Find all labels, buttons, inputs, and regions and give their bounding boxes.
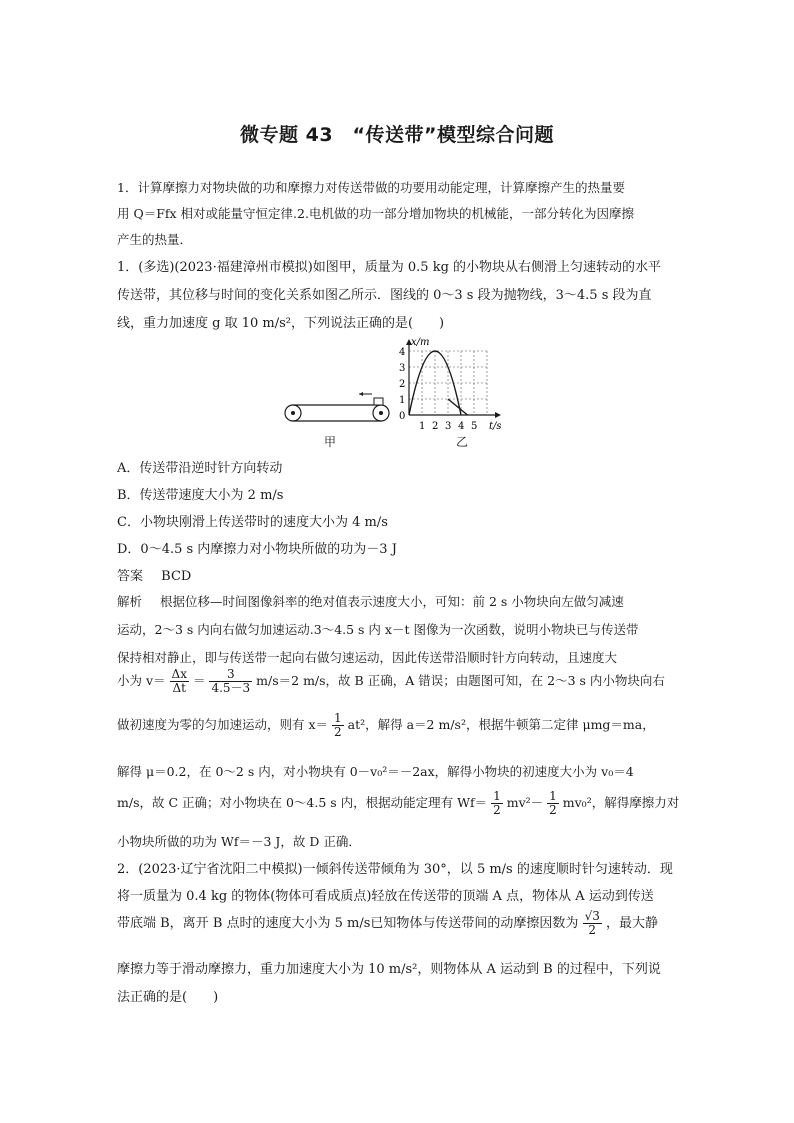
- answer-label: 答案: [117, 569, 144, 584]
- fraction-dx-dt: [170, 668, 189, 695]
- q1-option-a: A．传送带沿逆时针方向转动: [117, 461, 283, 476]
- q2-3b: ，最大静: [605, 916, 658, 931]
- q2-line-3: [117, 910, 658, 937]
- xt-graph: [399, 337, 502, 432]
- analysis-line-8: 小物块所做的功为 Wf＝－3 J，故 D 正确．: [117, 834, 361, 849]
- figure-svg: [275, 333, 535, 453]
- fraction-one-half: [332, 712, 344, 739]
- q1-option-c: C．小物块刚滑上传送带时的速度大小为 4 m/s: [117, 515, 388, 530]
- fraction-numerator: 1: [549, 789, 557, 803]
- q1-figure: [275, 333, 535, 453]
- left-pulley-axle: [291, 411, 295, 415]
- analysis-7c: mv₀²，解得摩擦力对: [562, 795, 680, 810]
- fraction-denominator: 2: [493, 803, 501, 817]
- analysis-text-1: 根据位移—时间图像斜率的绝对值表示速度大小，可知：前 2 s 小物块向左做匀减速: [160, 594, 624, 609]
- intro-line-2: 用 Q＝Ffx 相对或能量守恒定律.2.电机做的功一部分增加物块的机械能，一部分转化为因摩擦: [117, 206, 634, 221]
- analysis-line-2: 运动，2～3 s 内向右做匀加速运动.3～4.5 s 内 x－t 图像为一次函数，说明小物块已与传送带: [117, 622, 639, 637]
- intro-line-1: 1．计算摩擦力对物块做的功和摩擦力对传送带做的功要用动能定理，计算摩擦产生的热量要: [117, 180, 625, 195]
- analysis-line-1: [117, 592, 624, 610]
- figure-caption-yi: 乙: [456, 435, 469, 449]
- fraction-denominator: 2: [334, 725, 342, 739]
- q1-line-3: 线，重力加速度 g 取 10 m/s²，下列说法正确的是( ): [117, 316, 445, 331]
- right-pulley-axle: [379, 411, 383, 415]
- fraction-numerator: 1: [334, 711, 342, 725]
- figure-caption-jia: 甲: [324, 435, 337, 449]
- fraction-numerator: Δx: [171, 667, 187, 681]
- fraction-denominator: 2: [549, 803, 557, 817]
- q2-line-5: 法正确的是( ): [117, 990, 219, 1005]
- q1-line-2: 传送带，其位移与时间的变化关系如图乙所示．图线的 0～3 s 段为抛物线，3～4.5 s 段为直: [117, 288, 652, 303]
- fraction-one-half: [491, 790, 503, 817]
- t-tick-4: 4: [458, 421, 465, 432]
- t-axis-label: t/s: [489, 421, 502, 432]
- y-tick-3: 3: [399, 363, 406, 374]
- page-title: 微专题 43 “传送带”模型综合问题: [239, 124, 555, 146]
- block-velocity-arrowhead: [359, 392, 363, 396]
- conveyor-belt-diagram: [285, 392, 389, 421]
- analysis-7b: mv²－: [506, 795, 544, 810]
- q2-3a: 带底端 B，离开 B 点时的速度大小为 5 m/s已知物体与传送带间的动摩擦因数为: [117, 916, 579, 931]
- analysis-5b: at²，解得 a＝2 m/s²，根据牛顿第二定律 μmg＝ma，: [347, 717, 655, 732]
- y-tick-2: 2: [399, 379, 406, 390]
- analysis-line-7: [117, 790, 679, 817]
- analysis-4a: 小为 v＝: [117, 673, 166, 688]
- analysis-line-4: [117, 668, 665, 695]
- t-tick-5: 5: [471, 421, 478, 432]
- t-axis-arrow: [495, 412, 501, 418]
- fraction-sqrt3-over-2: [583, 910, 602, 937]
- t-tick-2: 2: [432, 421, 439, 432]
- fraction-denominator: Δt: [172, 681, 186, 695]
- fraction-denominator: 4.5－3: [211, 681, 251, 695]
- analysis-line-3: 保持相对静止，即与传送带一起向右做匀速运动，因此传送带沿顺时针方向转动，且速度大: [117, 650, 618, 665]
- fraction-one-half: [547, 790, 559, 817]
- analysis-label: 解析: [117, 594, 143, 609]
- y-tick-1: 1: [399, 395, 406, 406]
- analysis-line-6: 解得 μ＝0.2，在 0～2 s 内，对小物块有 0－v₀²＝－2ax，解得小物块的初速度大小为 v₀＝4: [117, 764, 634, 779]
- q1-option-b: B．传送带速度大小为 2 m/s: [117, 488, 284, 503]
- intro-line-3: 产生的热量．: [117, 232, 193, 247]
- analysis-4b: ＝: [192, 673, 206, 688]
- q1-answer: [117, 565, 191, 584]
- t-tick-1: 1: [419, 421, 426, 432]
- fraction-numerator: √3: [584, 909, 600, 923]
- fraction-denominator: 2: [588, 923, 597, 937]
- t-tick-3: 3: [445, 421, 452, 432]
- answer-value: BCD: [161, 569, 192, 584]
- x-axis-label: x/m: [411, 337, 430, 348]
- small-block: [374, 398, 383, 405]
- fraction-numerator: 1: [493, 789, 501, 803]
- q2-line-1: 2．(2023·辽宁省沈阳二中模拟)一倾斜传送带倾角为 30°，以 5 m/s 的速度顺时针匀速转动．现: [117, 862, 673, 877]
- analysis-4c: m/s＝2 m/s，故 B 正确，A 错误；由题图可知，在 2～3 s 内小物块向右: [256, 673, 665, 688]
- graph-gridlines: [409, 351, 487, 415]
- y-tick-4: 4: [399, 347, 406, 358]
- fraction-3-over-1-5: [209, 668, 252, 695]
- q2-line-4: 摩擦力等于滑动摩擦力，重力加速度大小为 10 m/s²，则物体从 A 运动到 B 的过程中，下列说: [117, 962, 661, 977]
- analysis-line-5: [117, 712, 655, 739]
- origin-label: 0: [399, 411, 406, 422]
- analysis-7a: m/s，故 C 正确；对小物块在 0～4.5 s 内，根据动能定理有 Wf＝: [117, 795, 488, 810]
- q1-line-1: 1．(多选)(2023·福建漳州市模拟)如图甲，质量为 0.5 kg 的小物块从右侧滑上匀速转动的水平: [117, 260, 662, 275]
- fraction-numerator: 3: [209, 668, 252, 682]
- q2-line-2: 将一质量为 0.4 kg 的物体(物体可看成质点)轻放在传送带的顶端 A 点，物体从 A 运动到传送: [117, 889, 654, 904]
- analysis-5a: 做初速度为零的匀加速运动，则有 x＝: [117, 717, 329, 732]
- q1-option-d: D．0～4.5 s 内摩擦力对小物块所做的功为－3 J: [117, 542, 397, 557]
